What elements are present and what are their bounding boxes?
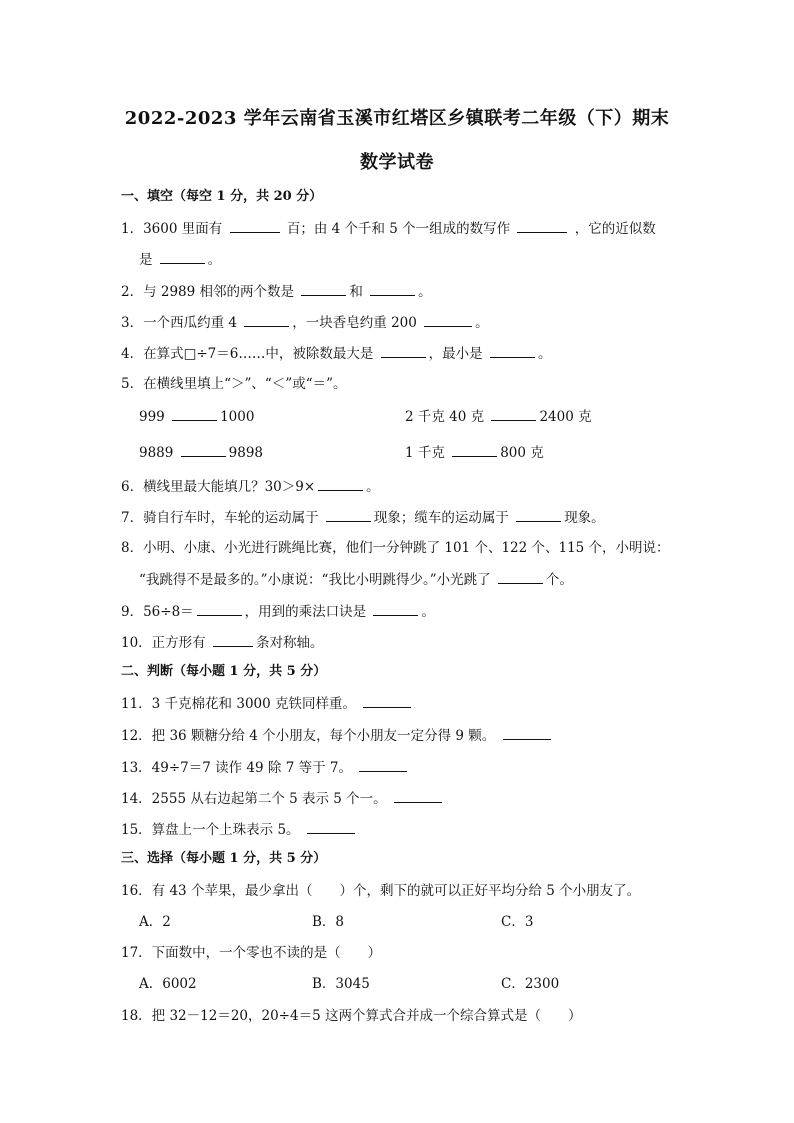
q5-3-right: 9898 [228,445,264,461]
question-11 [121,694,414,713]
answer-blank[interactable] [491,407,536,421]
q5-2-right: 2400 克 [539,409,592,425]
answer-blank[interactable] [394,789,442,803]
question-4 [121,344,551,363]
q10-text-a: 10．正方形有 [121,635,206,651]
q4-text-b: ，最小是 [428,346,483,362]
answer-blank[interactable] [197,602,242,616]
answer-blank[interactable] [244,313,289,327]
question-16: 16．有 43 个苹果，最少拿出（ ）个，剩下的就可以正好平均分给 5 个小朋友了。 [121,883,641,899]
answer-blank[interactable] [160,250,205,264]
q3-text-c: 。 [475,315,489,331]
q7-text-b: 现象；缆车的运动属于 [373,510,509,526]
q2-text-a: 2．与 2989 相邻的两个数是 [121,284,295,300]
q16-option-b[interactable]: B．8 [312,914,345,930]
q3-text-a: 3．一个西瓜约重 4 [121,315,237,331]
answer-blank[interactable] [318,477,363,491]
q4-text-a: 4．在算式□÷7＝6……中，被除数最大是 [121,346,374,362]
answer-blank[interactable] [370,282,415,296]
q7-text-c: 现象。 [564,510,605,526]
answer-blank[interactable] [359,758,407,772]
question-8-cont [139,570,573,589]
answer-blank[interactable] [301,282,346,296]
answer-blank[interactable] [517,219,567,233]
q9-text-b: ，用到的乘法口诀是 [244,604,367,620]
q6-text-b: 。 [366,479,380,495]
q5-item-3 [139,443,263,462]
q11-text: 11．3 千克棉花和 3000 克铁同样重。 [121,696,356,712]
q8-text-c: 个。 [545,572,573,588]
q17-option-c[interactable]: C．2300 [501,976,560,992]
q17-option-a[interactable]: A．6002 [139,976,197,992]
answer-blank[interactable] [490,344,535,358]
answer-blank[interactable] [230,219,280,233]
q1-text-e: 。 [207,252,222,268]
q2-text-b: 和 [349,284,363,300]
question-8: 8．小明、小康、小光进行跳绳比赛，他们一分钟跳了 101 个、122 个、115 个，小明说： [121,540,670,556]
exam-title-line1: 2022-2023 学年云南省玉溪市红塔区乡镇联考二年级（下）期末 [124,108,670,129]
q1-text-d: 是 [139,252,153,268]
q12-text: 12．把 36 颗糖分给 4 个小朋友，每个小朋友一定分得 9 颗。 [121,728,496,744]
q6-text-a: 6．横线里最大能填几？30＞9× [121,479,316,495]
q14-text: 14．2555 从右边起第二个 5 表示 5 个一。 [121,791,387,807]
question-5: 5．在横线里填上“＞”、“＜”或“＝”。 [121,376,347,392]
answer-blank[interactable] [516,508,561,522]
question-6 [121,477,380,496]
q5-4-left: 1 千克 [405,445,445,461]
question-15 [121,820,358,839]
question-3 [121,313,489,332]
section-choice-header: 三、选择（每小题 1 分，共 5 分） [121,851,327,866]
q5-1-right: 1000 [220,409,255,425]
q5-3-left: 9889 [139,445,174,461]
answer-blank[interactable] [172,407,217,421]
q1-text-b: 百；由 4 个千和 5 个一组成的数写作 [286,221,511,237]
q4-text-c: 。 [537,346,552,362]
q16-option-c[interactable]: C．3 [501,914,534,930]
question-14 [121,789,445,808]
q5-item-4 [405,443,544,462]
question-13 [121,758,410,777]
question-10 [121,633,323,652]
question-9 [121,602,435,621]
answer-blank[interactable] [503,726,551,740]
q7-text-a: 7．骑自行车时，车轮的运动属于 [121,510,319,526]
answer-blank[interactable] [363,694,411,708]
q1-text-c: ，它的近似数 [574,221,656,237]
q3-text-b: ，一块香皂约重 200 [292,315,417,331]
answer-blank[interactable] [424,313,472,327]
q17-option-b[interactable]: B．3045 [312,976,370,992]
question-12 [121,726,554,745]
answer-blank[interactable] [181,443,226,457]
q5-item-1 [139,407,254,426]
q8-text-b: “我跳得不是最多的。”小康说：“我比小明跳得少。”小光跳了 [139,572,491,588]
q5-item-2 [405,407,592,426]
question-2 [121,282,432,301]
answer-blank[interactable] [381,344,426,358]
answer-blank[interactable] [452,443,497,457]
question-17: 17．下面数中，一个零也不读的是（ ） [121,945,382,961]
q13-text: 13．49÷7＝7 读作 49 除 7 等于 7。 [121,760,352,776]
q5-4-right: 800 克 [500,445,544,461]
q5-1-left: 999 [139,409,165,425]
q15-text: 15．算盘上一个上珠表示 5。 [121,822,300,838]
question-18: 18．把 32－12＝20，20÷4＝5 这两个算式合并成一个综合算式是（ ） [121,1008,582,1024]
question-1 [121,219,656,238]
answer-blank[interactable] [498,570,543,584]
section-fill-in-header: 一、填空（每空 1 分，共 20 分） [121,189,323,204]
question-7 [121,508,605,527]
answer-blank[interactable] [326,508,371,522]
question-1-cont [139,250,221,269]
exam-title-line2: 数学试卷 [360,152,434,173]
q1-text-a: 1．3600 里面有 [121,221,223,237]
q10-text-b: 条对称轴。 [255,635,324,651]
answer-blank[interactable] [307,820,355,834]
answer-blank[interactable] [213,633,253,647]
answer-blank[interactable] [373,602,418,616]
q9-text-c: 。 [421,604,435,620]
section-judge-header: 二、判断（每小题 1 分，共 5 分） [121,664,327,679]
q9-text-a: 9．56÷8＝ [121,604,194,620]
q16-option-a[interactable]: A．2 [139,914,171,930]
q5-2-left: 2 千克 40 克 [405,409,485,425]
q2-text-c: 。 [418,284,432,300]
